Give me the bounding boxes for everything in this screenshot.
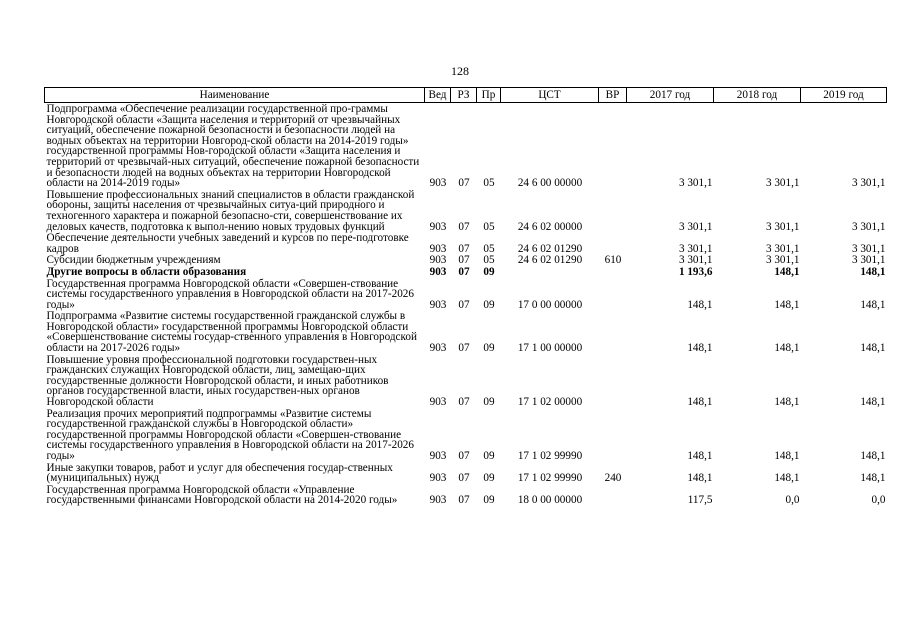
table-row: [45, 189, 887, 232]
row-name: Подпрограмма «Обеспечение реализации государственной про-граммы Новгородской области «Защита населения и территорий от чрезвычайных ситуаций, обеспечение пожарной безопасности и безопасности людей на водных объектах на территории Новгород-ской области на 2014-2019 годы» государственной программы Нов-городской области «Защита населения и территорий от чрезвычай-ных ситуаций, обеспечение пожарной безопасности и безопасности людей на водных объектах на территории Новгородской области на 2014-2019 годы»: [46, 103, 420, 190]
row-rz: 07: [458, 472, 470, 485]
row-2018: 3 301,1: [765, 242, 800, 255]
row-ved: 903: [429, 342, 447, 355]
row-rz: 07: [458, 265, 470, 278]
header-2017: 2017 год: [627, 88, 714, 103]
row-2017: 148,1: [687, 450, 713, 462]
row-rz: 07: [458, 177, 470, 190]
row-name: Повышение уровня профессиональной подготовки государствен-ных гражданских служащих Новгородской области, лиц, замещаю-щих государственные должности Новгородской области, и иных работников органов государственной власти, иных государствен-ных органов Новгородской области: [46, 353, 389, 409]
row-ved: 903: [429, 450, 447, 462]
row-pr: 09: [483, 450, 495, 462]
row-name: Повышение профессиональных знаний специалистов в области гражданской обороны, защиты населения от чрезвычайных ситуа-ций природного и техногенного характера и пожарной безопасно-сти, совершенствование их деловых качеств, подготовка к выпол-нению новых трудовых функций: [46, 188, 415, 233]
row-cst: 24 6 02 00000: [517, 220, 583, 233]
row-2017: 148,1: [687, 472, 713, 485]
row-2019: 148,1: [860, 396, 886, 409]
row-2017: 148,1: [687, 396, 713, 409]
row-2019: 148,1: [860, 342, 886, 355]
row-pr: 05: [483, 254, 495, 267]
row-pr: 05: [483, 177, 495, 190]
row-vr: 610: [604, 254, 622, 267]
row-rz: 07: [458, 254, 470, 267]
header-2018: 2018 год: [714, 88, 801, 103]
row-vr: [599, 278, 627, 311]
row-pr: 09: [483, 298, 495, 311]
row-name: Реализация прочих мероприятий подпрограммы «Развитие системы государственной гражданской службы в Новгородской области» государственной программы Новгородской области «Совершен-ствование системы государственного управления в Новгородской области на 2017-2026 годы»: [46, 407, 414, 462]
table-row: [45, 103, 887, 189]
row-ved: 903: [429, 177, 447, 190]
row-name: Государственная программа Новгородской области «Совершен-ствование системы государственного управления в Новгородской области на 2017-2026 годы»: [46, 277, 414, 311]
row-2018: 3 301,1: [765, 254, 800, 267]
row-name: Государственная программа Новгородской области «Управление государственными финансами Новгородской области на 2014-2020 годы»: [46, 483, 398, 507]
row-2019: 148,1: [860, 298, 886, 311]
row-pr: 09: [483, 494, 495, 507]
row-vr: [599, 103, 627, 189]
row-name: Субсидии бюджетным учреждениям: [46, 254, 221, 267]
table-row: [45, 254, 887, 266]
table-row-section-total: [45, 266, 887, 278]
header-cst: ЦСТ: [501, 88, 599, 103]
row-cst: 18 0 00 00000: [517, 494, 583, 507]
row-2017: 3 301,1: [678, 220, 713, 233]
header-name: Наименование: [45, 88, 425, 103]
row-pr: 09: [483, 265, 495, 278]
row-ved: 903: [429, 494, 447, 507]
row-name: Другие вопросы в области образования: [46, 265, 247, 278]
row-rz: 07: [458, 298, 470, 311]
row-cst: 17 1 02 00000: [517, 396, 583, 409]
header-2019: 2019 год: [801, 88, 887, 103]
row-vr: [599, 408, 627, 462]
row-cst: 17 1 02 99990: [517, 472, 583, 485]
row-ved: 903: [429, 472, 447, 485]
row-pr: 09: [483, 472, 495, 485]
budget-table: [44, 87, 887, 506]
header-pr: Пр: [477, 88, 501, 103]
header-vr: ВР: [599, 88, 627, 103]
row-vr: [599, 232, 627, 254]
row-ved: 903: [429, 265, 447, 278]
row-rz: 07: [458, 494, 470, 507]
table-row: [45, 484, 887, 506]
row-ved: 903: [429, 396, 447, 409]
row-2017: 3 301,1: [678, 254, 713, 267]
row-2017: 3 301,1: [678, 242, 713, 255]
row-2017: 3 301,1: [678, 177, 713, 190]
row-cst: 17 1 00 00000: [517, 342, 583, 355]
row-2017: 1 193,6: [678, 265, 713, 278]
table-row: [45, 462, 887, 484]
table-row: [45, 354, 887, 408]
row-2018: 148,1: [774, 265, 800, 278]
row-2019: 0,0: [871, 494, 886, 507]
row-2018: 148,1: [774, 342, 800, 355]
row-name: Обеспечение деятельности учебных заведений и курсов по пере-подготовке кадров: [46, 232, 409, 255]
table-row: [45, 310, 887, 353]
row-2019: 3 301,1: [851, 220, 886, 233]
table-row: [45, 232, 887, 254]
row-pr: 05: [483, 220, 495, 233]
table-row: [45, 408, 887, 462]
row-rz: 07: [458, 342, 470, 355]
row-2018: 0,0: [785, 494, 800, 507]
header-rz: РЗ: [451, 88, 477, 103]
row-vr: 240: [604, 472, 622, 485]
row-pr: 09: [483, 342, 495, 355]
row-2018: 148,1: [774, 298, 800, 311]
header-ved: Вед: [425, 88, 451, 103]
row-2018: 148,1: [774, 396, 800, 409]
row-ved: 903: [429, 242, 447, 255]
row-vr: [599, 484, 627, 506]
row-rz: 07: [458, 242, 470, 255]
row-vr: [599, 354, 627, 408]
row-ved: 903: [429, 254, 447, 267]
row-rz: 07: [458, 450, 470, 462]
table-header-row: [45, 88, 887, 103]
row-rz: 07: [458, 220, 470, 233]
row-cst: 17 1 02 99990: [517, 450, 583, 462]
row-2019: 148,1: [860, 450, 886, 462]
row-name: Иные закупки товаров, работ и услуг для обеспечения государ-ственных (муниципальных) нужд: [46, 461, 393, 485]
row-2019: 3 301,1: [851, 242, 886, 255]
row-cst: 24 6 00 00000: [517, 177, 583, 190]
row-cst: [501, 266, 599, 278]
row-2019: 148,1: [860, 265, 886, 278]
row-2017: 148,1: [687, 342, 713, 355]
row-pr: 09: [483, 396, 495, 409]
row-2018: 3 301,1: [765, 177, 800, 190]
row-2019: 3 301,1: [851, 254, 886, 267]
row-ved: 903: [429, 298, 447, 311]
row-2018: 148,1: [774, 450, 800, 462]
page-number: 128: [451, 64, 469, 78]
row-vr: [599, 266, 627, 278]
row-rz: 07: [458, 396, 470, 409]
row-2017: 148,1: [687, 298, 713, 311]
row-2018: 148,1: [774, 472, 800, 485]
row-2017: 117,5: [687, 494, 713, 507]
row-cst: 17 0 00 00000: [517, 298, 583, 311]
row-vr: [599, 310, 627, 353]
row-2019: 148,1: [860, 472, 886, 485]
row-cst: 24 6 02 01290: [517, 242, 583, 255]
row-ved: 903: [429, 220, 447, 233]
row-name: Подпрограмма «Развитие системы государственной гражданской службы в Новгородской области» государственной программы Новгородской области «Совершенствование системы государ-ственного управления в Новгородской области на 2017-2026 годы»: [46, 310, 417, 355]
row-2018: 3 301,1: [765, 220, 800, 233]
row-vr: [599, 189, 627, 232]
table-row: [45, 278, 887, 311]
row-2019: 3 301,1: [851, 177, 886, 190]
row-pr: 05: [483, 242, 495, 255]
row-cst: 24 6 02 01290: [517, 254, 583, 267]
